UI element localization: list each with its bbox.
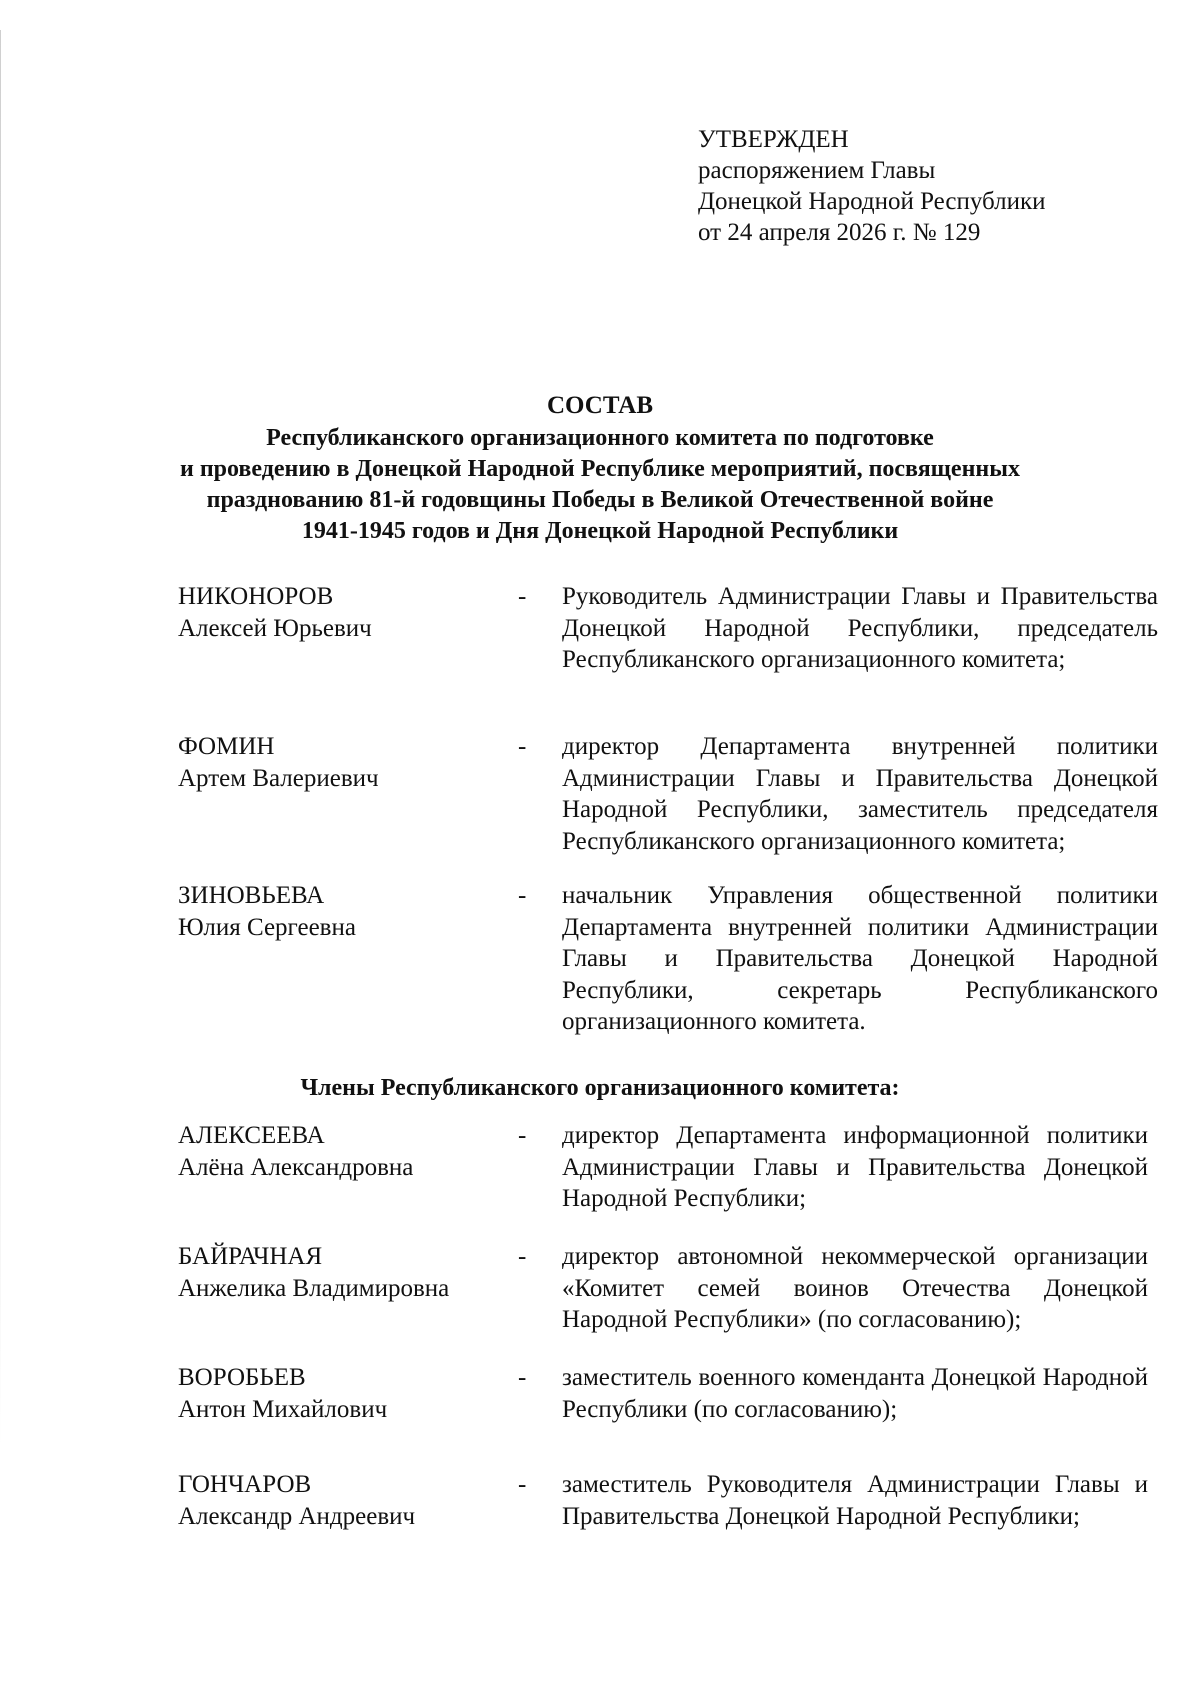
- person-name: [178, 1241, 508, 1304]
- person-given-name: Артем Валериевич: [178, 764, 379, 792]
- person-surname: ВОРОБЬЕВ: [178, 1364, 306, 1391]
- dash-separator: -: [518, 1471, 527, 1498]
- document-title-block: [150, 390, 1050, 547]
- document-subtitle-line: и проведению в Донецкой Народной Республике мероприятий, посвященных: [180, 456, 1020, 482]
- person-surname: ФОМИН: [178, 733, 275, 760]
- approval-line: распоряжением Главы: [698, 157, 936, 184]
- approval-stamp: [698, 124, 1046, 248]
- person-position: директор Департамента информационной политики Администрации Главы и Правительства Донецкой Народной Республики;: [562, 1122, 1148, 1212]
- person-name: [178, 581, 508, 644]
- person-given-name: Александр Андреевич: [178, 1502, 416, 1530]
- person-given-name: Антон Михайлович: [178, 1395, 388, 1423]
- person-name: [178, 1362, 508, 1425]
- person-name: [178, 880, 508, 943]
- person-position: начальник Управления общественной политики Департамента внутренней политики Администрации Главы и Правительства Донецкой Народной Республики, секретарь Республиканского организационного комитета.: [562, 882, 1158, 1035]
- person-given-name: Алёна Александровна: [178, 1153, 414, 1181]
- person-position: заместитель военного коменданта Донецкой Народной Республики (по согласованию);: [562, 1364, 1148, 1423]
- person-position: заместитель Руководителя Администрации Главы и Правительства Донецкой Народной Республики;: [562, 1471, 1148, 1530]
- document-subtitle-line: Республиканского организационного комитета по подготовке: [266, 425, 934, 451]
- person-given-name: Анжелика Владимировна: [178, 1274, 450, 1302]
- person-surname: АЛЕКСЕЕВА: [178, 1122, 325, 1149]
- person-name: [178, 1120, 508, 1183]
- dash-separator: -: [518, 583, 527, 610]
- dash-separator: -: [518, 882, 527, 909]
- approval-title: УТВЕРЖДЕН: [698, 126, 849, 153]
- dash-separator: -: [518, 733, 527, 760]
- person-surname: НИКОНОРОВ: [178, 583, 334, 610]
- approval-date: от 24 апреля 2026 г. № 129: [698, 219, 981, 246]
- person-surname: ГОНЧАРОВ: [178, 1471, 312, 1498]
- person-surname: ЗИНОВЬЕВА: [178, 882, 325, 909]
- document-subtitle-line: празднованию 81-й годовщины Победы в Великой Отечественной войне: [206, 487, 994, 513]
- person-surname: БАЙРАЧНАЯ: [178, 1243, 323, 1270]
- person-name: [178, 1469, 508, 1532]
- members-heading: Члены Республиканского организационного комитета:: [300, 1075, 900, 1101]
- dash-separator: -: [518, 1122, 527, 1149]
- dash-separator: -: [518, 1243, 527, 1270]
- person-given-name: Юлия Сергеевна: [178, 913, 356, 941]
- person-given-name: Алексей Юрьевич: [178, 614, 372, 642]
- dash-separator: -: [518, 1364, 527, 1391]
- document-title: СОСТАВ: [546, 392, 654, 419]
- person-position: Руководитель Администрации Главы и Правительства Донецкой Народной Республики, председатель Республиканского организационного комитета;: [562, 583, 1158, 673]
- person-position: директор автономной некоммерческой организации «Комитет семей воинов Отечества Донецкой Народной Республики» (по согласованию);: [562, 1243, 1148, 1333]
- person-position: директор Департамента внутренней политики Администрации Главы и Правительства Донецкой Народной Республики, заместитель председателя Республиканского организационного комитета;: [562, 733, 1158, 855]
- person-name: [178, 731, 508, 794]
- scan-edge-shadow: [0, 30, 1, 1450]
- document-subtitle-line: 1941-1945 годов и Дня Донецкой Народной Республики: [301, 518, 899, 544]
- approval-line: Донецкой Народной Республики: [698, 188, 1046, 215]
